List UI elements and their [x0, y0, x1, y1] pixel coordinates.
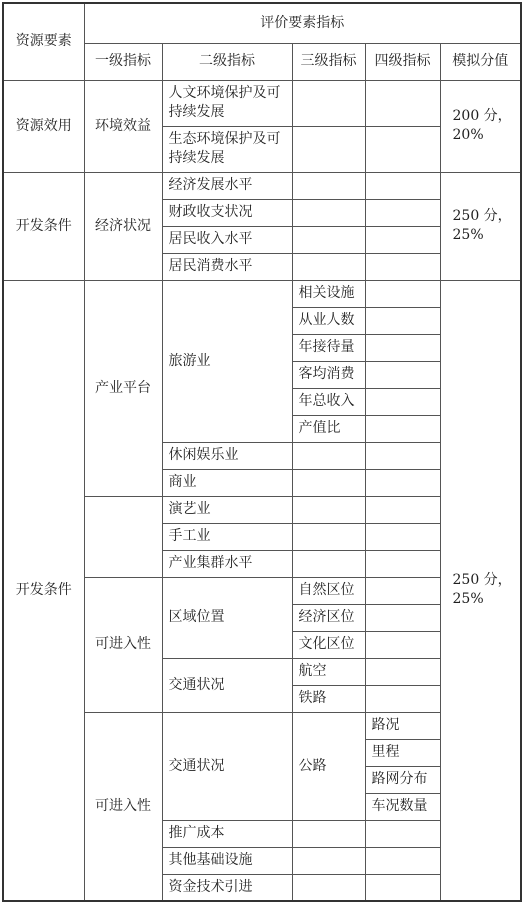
section-development-main: 开发条件	[3, 280, 84, 901]
empty-cell	[292, 253, 365, 280]
empty-level1-cell	[84, 496, 162, 577]
evaluation-index-table	[2, 2, 522, 902]
level2-cell: 人文环境保护及可持续发展	[162, 80, 292, 126]
header-group: 评价要素指标	[84, 3, 521, 43]
level3-cell: 自然区位	[292, 577, 365, 604]
empty-cell	[365, 199, 440, 226]
level2-cell: 居民收入水平	[162, 226, 292, 253]
header-level3: 三级指标	[292, 43, 365, 80]
level2-traffic: 交通状况	[162, 658, 292, 712]
empty-cell	[292, 847, 365, 874]
level3-cell: 经济区位	[292, 604, 365, 631]
level2-tourism: 旅游业	[162, 280, 292, 442]
empty-cell	[365, 442, 440, 469]
empty-cell	[365, 874, 440, 901]
empty-cell	[292, 820, 365, 847]
level3-cell: 文化区位	[292, 631, 365, 658]
level2-cell: 推广成本	[162, 820, 292, 847]
empty-cell	[365, 523, 440, 550]
empty-cell	[365, 685, 440, 712]
empty-cell	[365, 577, 440, 604]
empty-cell	[365, 496, 440, 523]
level2-cell: 产业集群水平	[162, 550, 292, 577]
header-level4: 四级指标	[365, 43, 440, 80]
empty-cell	[365, 550, 440, 577]
empty-cell	[365, 226, 440, 253]
header-level1: 一级指标	[84, 43, 162, 80]
empty-cell	[365, 280, 440, 307]
empty-cell	[365, 361, 440, 388]
score-cell: 250 分，25%	[440, 172, 521, 280]
level3-road: 公路	[292, 712, 365, 820]
level2-region: 区域位置	[162, 577, 292, 658]
header-level2: 二级指标	[162, 43, 292, 80]
header-score: 模拟分值	[440, 43, 521, 80]
level3-cell: 航空	[292, 658, 365, 685]
level1-accessibility: 可进入性	[84, 577, 162, 712]
empty-cell	[365, 126, 440, 172]
level3-cell: 客均消费	[292, 361, 365, 388]
level2-cell: 财政收支状况	[162, 199, 292, 226]
empty-cell	[292, 523, 365, 550]
section-resource-utility: 资源效用	[3, 80, 84, 172]
empty-cell	[365, 847, 440, 874]
level2-cell: 手工业	[162, 523, 292, 550]
empty-cell	[365, 820, 440, 847]
level3-cell: 铁路	[292, 685, 365, 712]
empty-cell	[292, 874, 365, 901]
score-cell: 250 分，25%	[440, 280, 521, 901]
empty-cell	[365, 658, 440, 685]
empty-cell	[365, 80, 440, 126]
empty-cell	[365, 631, 440, 658]
level3-cell: 年接待量	[292, 334, 365, 361]
empty-cell	[292, 442, 365, 469]
empty-cell	[292, 199, 365, 226]
score-cell: 200 分，20%	[440, 80, 521, 172]
empty-cell	[292, 126, 365, 172]
level2-cell: 休闲娱乐业	[162, 442, 292, 469]
level2-cell: 资金技术引进	[162, 874, 292, 901]
level3-cell: 年总收入	[292, 388, 365, 415]
level4-cell: 路网分布	[365, 766, 440, 793]
level4-cell: 里程	[365, 739, 440, 766]
level2-cell: 演艺业	[162, 496, 292, 523]
level4-cell: 车况数量	[365, 793, 440, 820]
level3-cell: 相关设施	[292, 280, 365, 307]
level1-economy: 经济状况	[84, 172, 162, 280]
empty-cell	[365, 253, 440, 280]
empty-cell	[365, 307, 440, 334]
level2-cell: 其他基础设施	[162, 847, 292, 874]
level3-cell: 从业人数	[292, 307, 365, 334]
level1-accessibility: 可进入性	[84, 712, 162, 901]
empty-cell	[365, 388, 440, 415]
empty-cell	[292, 226, 365, 253]
empty-cell	[292, 469, 365, 496]
empty-cell	[292, 172, 365, 199]
level2-cell: 生态环境保护及可持续发展	[162, 126, 292, 172]
level2-cell: 经济发展水平	[162, 172, 292, 199]
level3-cell: 产值比	[292, 415, 365, 442]
empty-cell	[365, 415, 440, 442]
level2-cell: 居民消费水平	[162, 253, 292, 280]
empty-cell	[365, 334, 440, 361]
empty-cell	[292, 496, 365, 523]
level1-industry-platform: 产业平台	[84, 280, 162, 496]
level2-cell: 商业	[162, 469, 292, 496]
level2-traffic: 交通状况	[162, 712, 292, 820]
empty-cell	[365, 172, 440, 199]
empty-cell	[292, 80, 365, 126]
header-resource: 资源要素	[3, 3, 84, 80]
level4-cell: 路况	[365, 712, 440, 739]
empty-cell	[365, 604, 440, 631]
section-development: 开发条件	[3, 172, 84, 280]
empty-cell	[292, 550, 365, 577]
empty-cell	[365, 469, 440, 496]
level1-environment: 环境效益	[84, 80, 162, 172]
